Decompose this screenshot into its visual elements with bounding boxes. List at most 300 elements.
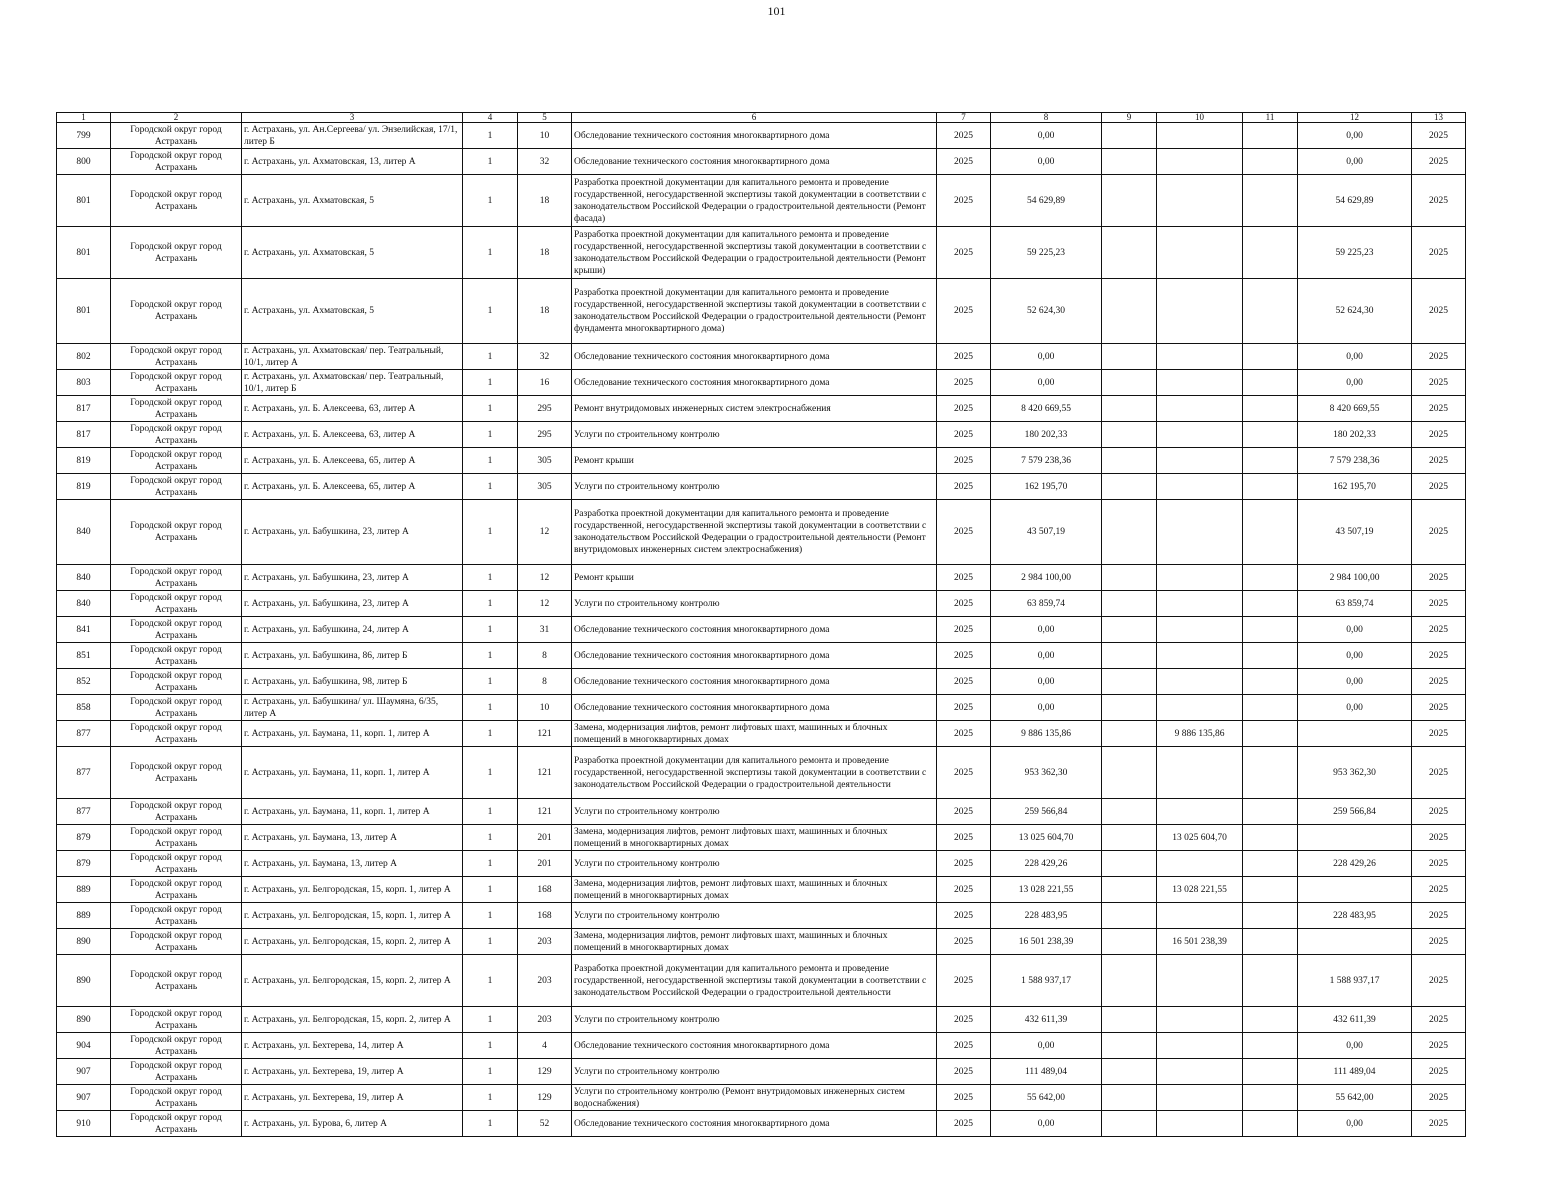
cell-col-10 <box>1157 474 1243 500</box>
cell-total-cost: 228 429,26 <box>991 851 1102 877</box>
cell-count: 1 <box>463 695 518 721</box>
cell-year: 2025 <box>937 955 991 1007</box>
cell-municipality: Городской округ город Астрахань <box>111 396 242 422</box>
table-row <box>57 851 1466 877</box>
cell-col-11 <box>1243 500 1298 565</box>
cell-col-10 <box>1157 591 1243 617</box>
cell-row-number: 907 <box>57 1085 111 1111</box>
cell-col-12: 1 588 937,17 <box>1298 955 1412 1007</box>
cell-year: 2025 <box>937 1059 991 1085</box>
cell-col-11 <box>1243 851 1298 877</box>
table-row <box>57 123 1466 149</box>
column-number-header-row <box>57 113 1466 123</box>
cell-apartments: 203 <box>518 955 572 1007</box>
cell-apartments: 295 <box>518 422 572 448</box>
cell-year: 2025 <box>937 474 991 500</box>
cell-completion-year: 2025 <box>1412 500 1466 565</box>
cell-col-9 <box>1102 396 1157 422</box>
cell-col-9 <box>1102 1085 1157 1111</box>
cell-apartments: 121 <box>518 747 572 799</box>
cell-col-12: 54 629,89 <box>1298 175 1412 227</box>
cell-col-10 <box>1157 279 1243 344</box>
cell-col-12: 59 225,23 <box>1298 227 1412 279</box>
cell-count: 1 <box>463 851 518 877</box>
cell-count: 1 <box>463 474 518 500</box>
table-row <box>57 344 1466 370</box>
cell-count: 1 <box>463 344 518 370</box>
cell-col-9 <box>1102 474 1157 500</box>
cell-count: 1 <box>463 448 518 474</box>
cell-address: г. Астрахань, ул. Бабушкина, 23, литер А <box>242 565 463 591</box>
cell-count: 1 <box>463 799 518 825</box>
cell-col-10 <box>1157 1085 1243 1111</box>
cell-col-12: 63 859,74 <box>1298 591 1412 617</box>
cell-total-cost: 55 642,00 <box>991 1085 1102 1111</box>
cell-col-10 <box>1157 149 1243 175</box>
cell-apartments: 203 <box>518 1007 572 1033</box>
cell-col-12: 0,00 <box>1298 1033 1412 1059</box>
cell-year: 2025 <box>937 669 991 695</box>
cell-apartments: 129 <box>518 1085 572 1111</box>
cell-work-type: Обследование технического состояния многоквартирного дома <box>572 1033 937 1059</box>
cell-work-type: Ремонт крыши <box>572 448 937 474</box>
cell-year: 2025 <box>937 877 991 903</box>
cell-col-9 <box>1102 825 1157 851</box>
cell-count: 1 <box>463 149 518 175</box>
table-row <box>57 175 1466 227</box>
cell-count: 1 <box>463 721 518 747</box>
cell-col-12: 228 429,26 <box>1298 851 1412 877</box>
cell-completion-year: 2025 <box>1412 227 1466 279</box>
cell-col-11 <box>1243 175 1298 227</box>
cell-row-number: 877 <box>57 721 111 747</box>
cell-address: г. Астрахань, ул. Ахматовская, 13, литер А <box>242 149 463 175</box>
cell-col-11 <box>1243 669 1298 695</box>
cell-completion-year: 2025 <box>1412 825 1466 851</box>
cell-count: 1 <box>463 1085 518 1111</box>
column-header: 3 <box>242 113 463 123</box>
cell-row-number: 858 <box>57 695 111 721</box>
table-row <box>57 1033 1466 1059</box>
cell-col-9 <box>1102 851 1157 877</box>
cell-total-cost: 0,00 <box>991 669 1102 695</box>
cell-work-type: Замена, модернизация лифтов, ремонт лифтовых шахт, машинных и блочных помещений в многоквартирных домах <box>572 825 937 851</box>
cell-col-12: 259 566,84 <box>1298 799 1412 825</box>
cell-col-10 <box>1157 1033 1243 1059</box>
cell-row-number: 890 <box>57 955 111 1007</box>
cell-row-number: 801 <box>57 175 111 227</box>
cell-address: г. Астрахань, ул. Баумана, 13, литер А <box>242 825 463 851</box>
cell-total-cost: 432 611,39 <box>991 1007 1102 1033</box>
column-header: 12 <box>1298 113 1412 123</box>
cell-total-cost: 0,00 <box>991 1033 1102 1059</box>
cell-col-11 <box>1243 565 1298 591</box>
cell-year: 2025 <box>937 747 991 799</box>
cell-work-type: Услуги по строительному контролю <box>572 422 937 448</box>
table-row <box>57 279 1466 344</box>
table-row <box>57 799 1466 825</box>
cell-year: 2025 <box>937 149 991 175</box>
cell-row-number: 799 <box>57 123 111 149</box>
cell-apartments: 168 <box>518 877 572 903</box>
cell-completion-year: 2025 <box>1412 903 1466 929</box>
cell-col-9 <box>1102 747 1157 799</box>
table-row <box>57 1085 1466 1111</box>
cell-total-cost: 7 579 238,36 <box>991 448 1102 474</box>
cell-col-9 <box>1102 500 1157 565</box>
cell-col-10 <box>1157 643 1243 669</box>
cell-municipality: Городской округ город Астрахань <box>111 422 242 448</box>
cell-address: г. Астрахань, ул. Ахматовская, 5 <box>242 227 463 279</box>
cell-year: 2025 <box>937 448 991 474</box>
cell-year: 2025 <box>937 643 991 669</box>
cell-address: г. Астрахань, ул. Ахматовская/ пер. Театральный, 10/1, литер А <box>242 344 463 370</box>
cell-col-10 <box>1157 123 1243 149</box>
cell-municipality: Городской округ город Астрахань <box>111 721 242 747</box>
cell-col-12 <box>1298 825 1412 851</box>
cell-municipality: Городской округ город Астрахань <box>111 695 242 721</box>
cell-row-number: 801 <box>57 279 111 344</box>
cell-col-10 <box>1157 1007 1243 1033</box>
cell-address: г. Астрахань, ул. Бабушкина, 23, литер А <box>242 500 463 565</box>
cell-row-number: 817 <box>57 422 111 448</box>
cell-completion-year: 2025 <box>1412 747 1466 799</box>
cell-col-12: 43 507,19 <box>1298 500 1412 565</box>
capital-repair-table <box>56 112 1466 1137</box>
cell-col-10 <box>1157 1059 1243 1085</box>
column-header: 13 <box>1412 113 1466 123</box>
column-header: 11 <box>1243 113 1298 123</box>
cell-col-9 <box>1102 903 1157 929</box>
cell-row-number: 819 <box>57 448 111 474</box>
cell-apartments: 16 <box>518 370 572 396</box>
cell-col-12: 162 195,70 <box>1298 474 1412 500</box>
cell-total-cost: 43 507,19 <box>991 500 1102 565</box>
cell-col-9 <box>1102 123 1157 149</box>
cell-col-10 <box>1157 422 1243 448</box>
cell-count: 1 <box>463 500 518 565</box>
cell-col-11 <box>1243 825 1298 851</box>
cell-municipality: Городской округ город Астрахань <box>111 643 242 669</box>
cell-row-number: 840 <box>57 500 111 565</box>
cell-total-cost: 0,00 <box>991 370 1102 396</box>
cell-count: 1 <box>463 591 518 617</box>
cell-total-cost: 52 624,30 <box>991 279 1102 344</box>
cell-row-number: 910 <box>57 1111 111 1137</box>
cell-address: г. Астрахань, ул. Бабушкина/ ул. Шаумяна, 6/35, литер А <box>242 695 463 721</box>
cell-municipality: Городской округ город Астрахань <box>111 1059 242 1085</box>
cell-col-12 <box>1298 877 1412 903</box>
cell-year: 2025 <box>937 721 991 747</box>
cell-year: 2025 <box>937 279 991 344</box>
cell-total-cost: 63 859,74 <box>991 591 1102 617</box>
cell-row-number: 889 <box>57 877 111 903</box>
cell-row-number: 890 <box>57 929 111 955</box>
cell-apartments: 18 <box>518 279 572 344</box>
cell-count: 1 <box>463 903 518 929</box>
cell-row-number: 877 <box>57 799 111 825</box>
cell-work-type: Разработка проектной документации для капитального ремонта и проведение государственной, негосударственной экспертизы такой документации в соответствии с законодательством Российской Федерации о градостроительной деятельности (Ремонт фасада) <box>572 175 937 227</box>
cell-col-11 <box>1243 227 1298 279</box>
cell-col-11 <box>1243 643 1298 669</box>
cell-year: 2025 <box>937 1007 991 1033</box>
cell-count: 1 <box>463 422 518 448</box>
cell-col-12: 180 202,33 <box>1298 422 1412 448</box>
cell-work-type: Разработка проектной документации для капитального ремонта и проведение государственной, негосударственной экспертизы такой документации в соответствии с законодательством Российской Федерации о градостроительной деятельности (Ремонт внутридомовых инженерных систем электроснабжения) <box>572 500 937 565</box>
cell-year: 2025 <box>937 903 991 929</box>
cell-col-11 <box>1243 422 1298 448</box>
cell-total-cost: 9 886 135,86 <box>991 721 1102 747</box>
cell-work-type: Замена, модернизация лифтов, ремонт лифтовых шахт, машинных и блочных помещений в многоквартирных домах <box>572 877 937 903</box>
cell-col-11 <box>1243 747 1298 799</box>
cell-completion-year: 2025 <box>1412 396 1466 422</box>
cell-col-11 <box>1243 695 1298 721</box>
cell-completion-year: 2025 <box>1412 1033 1466 1059</box>
cell-row-number: 879 <box>57 825 111 851</box>
cell-total-cost: 2 984 100,00 <box>991 565 1102 591</box>
cell-address: г. Астрахань, ул. Баумана, 13, литер А <box>242 851 463 877</box>
cell-address: г. Астрахань, ул. Бехтерева, 19, литер А <box>242 1059 463 1085</box>
cell-apartments: 32 <box>518 344 572 370</box>
cell-total-cost: 0,00 <box>991 695 1102 721</box>
table-row <box>57 669 1466 695</box>
cell-address: г. Астрахань, ул. Ахматовская, 5 <box>242 175 463 227</box>
cell-count: 1 <box>463 877 518 903</box>
cell-address: г. Астрахань, ул. Бабушкина, 98, литер Б <box>242 669 463 695</box>
cell-municipality: Городской округ город Астрахань <box>111 799 242 825</box>
cell-work-type: Разработка проектной документации для капитального ремонта и проведение государственной, негосударственной экспертизы такой документации в соответствии с законодательством Российской Федерации о градостроительной деятельности <box>572 747 937 799</box>
cell-municipality: Городской округ город Астрахань <box>111 929 242 955</box>
table-row <box>57 929 1466 955</box>
cell-col-12: 0,00 <box>1298 123 1412 149</box>
cell-col-12: 2 984 100,00 <box>1298 565 1412 591</box>
cell-work-type: Разработка проектной документации для капитального ремонта и проведение государственной, негосударственной экспертизы такой документации в соответствии с законодательством Российской Федерации о градостроительной деятельности (Ремонт крыши) <box>572 227 937 279</box>
cell-apartments: 31 <box>518 617 572 643</box>
cell-col-11 <box>1243 1033 1298 1059</box>
cell-year: 2025 <box>937 1085 991 1111</box>
cell-apartments: 121 <box>518 721 572 747</box>
cell-year: 2025 <box>937 370 991 396</box>
cell-municipality: Городской округ город Астрахань <box>111 591 242 617</box>
cell-count: 1 <box>463 669 518 695</box>
cell-col-10 <box>1157 370 1243 396</box>
cell-col-12: 0,00 <box>1298 617 1412 643</box>
table-row <box>57 955 1466 1007</box>
table-row <box>57 448 1466 474</box>
table-row <box>57 474 1466 500</box>
cell-count: 1 <box>463 1007 518 1033</box>
cell-completion-year: 2025 <box>1412 955 1466 1007</box>
column-header: 6 <box>572 113 937 123</box>
cell-col-12: 7 579 238,36 <box>1298 448 1412 474</box>
cell-address: г. Астрахань, ул. Ан.Сергеева/ ул. Энзелийская, 17/1, литер Б <box>242 123 463 149</box>
cell-col-12: 0,00 <box>1298 643 1412 669</box>
cell-col-11 <box>1243 1085 1298 1111</box>
cell-completion-year: 2025 <box>1412 643 1466 669</box>
cell-work-type: Обследование технического состояния многоквартирного дома <box>572 344 937 370</box>
cell-col-10 <box>1157 799 1243 825</box>
cell-col-9 <box>1102 591 1157 617</box>
cell-completion-year: 2025 <box>1412 422 1466 448</box>
table-row <box>57 500 1466 565</box>
cell-total-cost: 111 489,04 <box>991 1059 1102 1085</box>
cell-municipality: Городской округ город Астрахань <box>111 175 242 227</box>
cell-col-9 <box>1102 175 1157 227</box>
table-body <box>57 123 1466 1137</box>
cell-count: 1 <box>463 643 518 669</box>
cell-year: 2025 <box>937 396 991 422</box>
cell-year: 2025 <box>937 929 991 955</box>
cell-work-type: Разработка проектной документации для капитального ремонта и проведение государственной, негосударственной экспертизы такой документации в соответствии с законодательством Российской Федерации о градостроительной деятельности <box>572 955 937 1007</box>
cell-total-cost: 16 501 238,39 <box>991 929 1102 955</box>
cell-row-number: 841 <box>57 617 111 643</box>
table-row <box>57 422 1466 448</box>
cell-year: 2025 <box>937 565 991 591</box>
cell-municipality: Городской округ город Астрахань <box>111 825 242 851</box>
column-header: 8 <box>991 113 1102 123</box>
cell-year: 2025 <box>937 123 991 149</box>
cell-total-cost: 0,00 <box>991 643 1102 669</box>
cell-col-9 <box>1102 877 1157 903</box>
cell-work-type: Услуги по строительному контролю <box>572 1007 937 1033</box>
cell-row-number: 802 <box>57 344 111 370</box>
cell-year: 2025 <box>937 851 991 877</box>
cell-row-number: 890 <box>57 1007 111 1033</box>
cell-col-10 <box>1157 344 1243 370</box>
cell-municipality: Городской округ город Астрахань <box>111 955 242 1007</box>
cell-col-10: 13 025 604,70 <box>1157 825 1243 851</box>
cell-municipality: Городской округ город Астрахань <box>111 903 242 929</box>
cell-work-type: Услуги по строительному контролю <box>572 799 937 825</box>
cell-col-9 <box>1102 1059 1157 1085</box>
cell-year: 2025 <box>937 591 991 617</box>
cell-address: г. Астрахань, ул. Белгородская, 15, корп. 2, литер А <box>242 929 463 955</box>
cell-apartments: 201 <box>518 825 572 851</box>
table-row <box>57 1007 1466 1033</box>
cell-count: 1 <box>463 1111 518 1137</box>
cell-address: г. Астрахань, ул. Белгородская, 15, корп. 1, литер А <box>242 903 463 929</box>
cell-apartments: 8 <box>518 643 572 669</box>
cell-col-10: 9 886 135,86 <box>1157 721 1243 747</box>
cell-total-cost: 0,00 <box>991 1111 1102 1137</box>
cell-address: г. Астрахань, ул. Бабушкина, 86, литер Б <box>242 643 463 669</box>
cell-apartments: 121 <box>518 799 572 825</box>
cell-municipality: Городской округ город Астрахань <box>111 851 242 877</box>
cell-col-11 <box>1243 1007 1298 1033</box>
cell-col-9 <box>1102 669 1157 695</box>
cell-address: г. Астрахань, ул. Баумана, 11, корп. 1, литер А <box>242 799 463 825</box>
cell-work-type: Обследование технического состояния многоквартирного дома <box>572 370 937 396</box>
table-row <box>57 643 1466 669</box>
cell-completion-year: 2025 <box>1412 370 1466 396</box>
table-row <box>57 721 1466 747</box>
cell-col-10 <box>1157 695 1243 721</box>
cell-total-cost: 8 420 669,55 <box>991 396 1102 422</box>
cell-apartments: 12 <box>518 565 572 591</box>
cell-col-11 <box>1243 448 1298 474</box>
cell-work-type: Услуги по строительному контролю <box>572 851 937 877</box>
cell-col-9 <box>1102 695 1157 721</box>
cell-total-cost: 0,00 <box>991 123 1102 149</box>
cell-completion-year: 2025 <box>1412 344 1466 370</box>
cell-completion-year: 2025 <box>1412 279 1466 344</box>
cell-col-11 <box>1243 474 1298 500</box>
cell-row-number: 851 <box>57 643 111 669</box>
cell-completion-year: 2025 <box>1412 877 1466 903</box>
cell-completion-year: 2025 <box>1412 851 1466 877</box>
cell-work-type: Услуги по строительному контролю <box>572 1059 937 1085</box>
cell-address: г. Астрахань, ул. Белгородская, 15, корп. 2, литер А <box>242 955 463 1007</box>
cell-address: г. Астрахань, ул. Б. Алексеева, 65, литер А <box>242 474 463 500</box>
cell-work-type: Услуги по строительному контролю <box>572 591 937 617</box>
cell-row-number: 817 <box>57 396 111 422</box>
cell-total-cost: 953 362,30 <box>991 747 1102 799</box>
cell-col-9 <box>1102 370 1157 396</box>
cell-work-type: Обследование технического состояния многоквартирного дома <box>572 1111 937 1137</box>
cell-col-11 <box>1243 1111 1298 1137</box>
cell-work-type: Ремонт внутридомовых инженерных систем электроснабжения <box>572 396 937 422</box>
cell-col-9 <box>1102 799 1157 825</box>
cell-col-10 <box>1157 227 1243 279</box>
cell-apartments: 12 <box>518 500 572 565</box>
cell-work-type: Замена, модернизация лифтов, ремонт лифтовых шахт, машинных и блочных помещений в многоквартирных домах <box>572 721 937 747</box>
cell-col-12: 0,00 <box>1298 695 1412 721</box>
cell-address: г. Астрахань, ул. Ахматовская, 5 <box>242 279 463 344</box>
table-row <box>57 227 1466 279</box>
cell-year: 2025 <box>937 1111 991 1137</box>
cell-col-11 <box>1243 929 1298 955</box>
cell-col-10 <box>1157 448 1243 474</box>
cell-col-12 <box>1298 721 1412 747</box>
cell-count: 1 <box>463 227 518 279</box>
cell-count: 1 <box>463 617 518 643</box>
cell-work-type: Услуги по строительному контролю (Ремонт внутридомовых инженерных систем водоснабжения) <box>572 1085 937 1111</box>
cell-col-9 <box>1102 1007 1157 1033</box>
cell-work-type: Разработка проектной документации для капитального ремонта и проведение государственной, негосударственной экспертизы такой документации в соответствии с законодательством Российской Федерации о градостроительной деятельности (Ремонт фундамента многоквартирного дома) <box>572 279 937 344</box>
cell-address: г. Астрахань, ул. Белгородская, 15, корп. 1, литер А <box>242 877 463 903</box>
cell-work-type: Обследование технического состояния многоквартирного дома <box>572 149 937 175</box>
cell-col-9 <box>1102 1033 1157 1059</box>
cell-row-number: 889 <box>57 903 111 929</box>
page-number: 101 <box>767 4 786 18</box>
cell-year: 2025 <box>937 175 991 227</box>
column-header: 2 <box>111 113 242 123</box>
cell-col-12: 111 489,04 <box>1298 1059 1412 1085</box>
cell-completion-year: 2025 <box>1412 123 1466 149</box>
table-row <box>57 370 1466 396</box>
cell-count: 1 <box>463 825 518 851</box>
cell-row-number: 801 <box>57 227 111 279</box>
cell-count: 1 <box>463 123 518 149</box>
cell-year: 2025 <box>937 695 991 721</box>
cell-address: г. Астрахань, ул. Бехтерева, 14, литер А <box>242 1033 463 1059</box>
cell-completion-year: 2025 <box>1412 175 1466 227</box>
cell-row-number: 907 <box>57 1059 111 1085</box>
cell-row-number: 840 <box>57 591 111 617</box>
cell-col-9 <box>1102 279 1157 344</box>
cell-completion-year: 2025 <box>1412 929 1466 955</box>
cell-address: г. Астрахань, ул. Б. Алексеева, 65, литер А <box>242 448 463 474</box>
cell-apartments: 295 <box>518 396 572 422</box>
cell-col-11 <box>1243 721 1298 747</box>
cell-row-number: 840 <box>57 565 111 591</box>
column-header: 10 <box>1157 113 1243 123</box>
cell-col-12 <box>1298 929 1412 955</box>
cell-address: г. Астрахань, ул. Бабушкина, 24, литер А <box>242 617 463 643</box>
cell-address: г. Астрахань, ул. Б. Алексеева, 63, литер А <box>242 422 463 448</box>
cell-completion-year: 2025 <box>1412 669 1466 695</box>
cell-apartments: 10 <box>518 123 572 149</box>
